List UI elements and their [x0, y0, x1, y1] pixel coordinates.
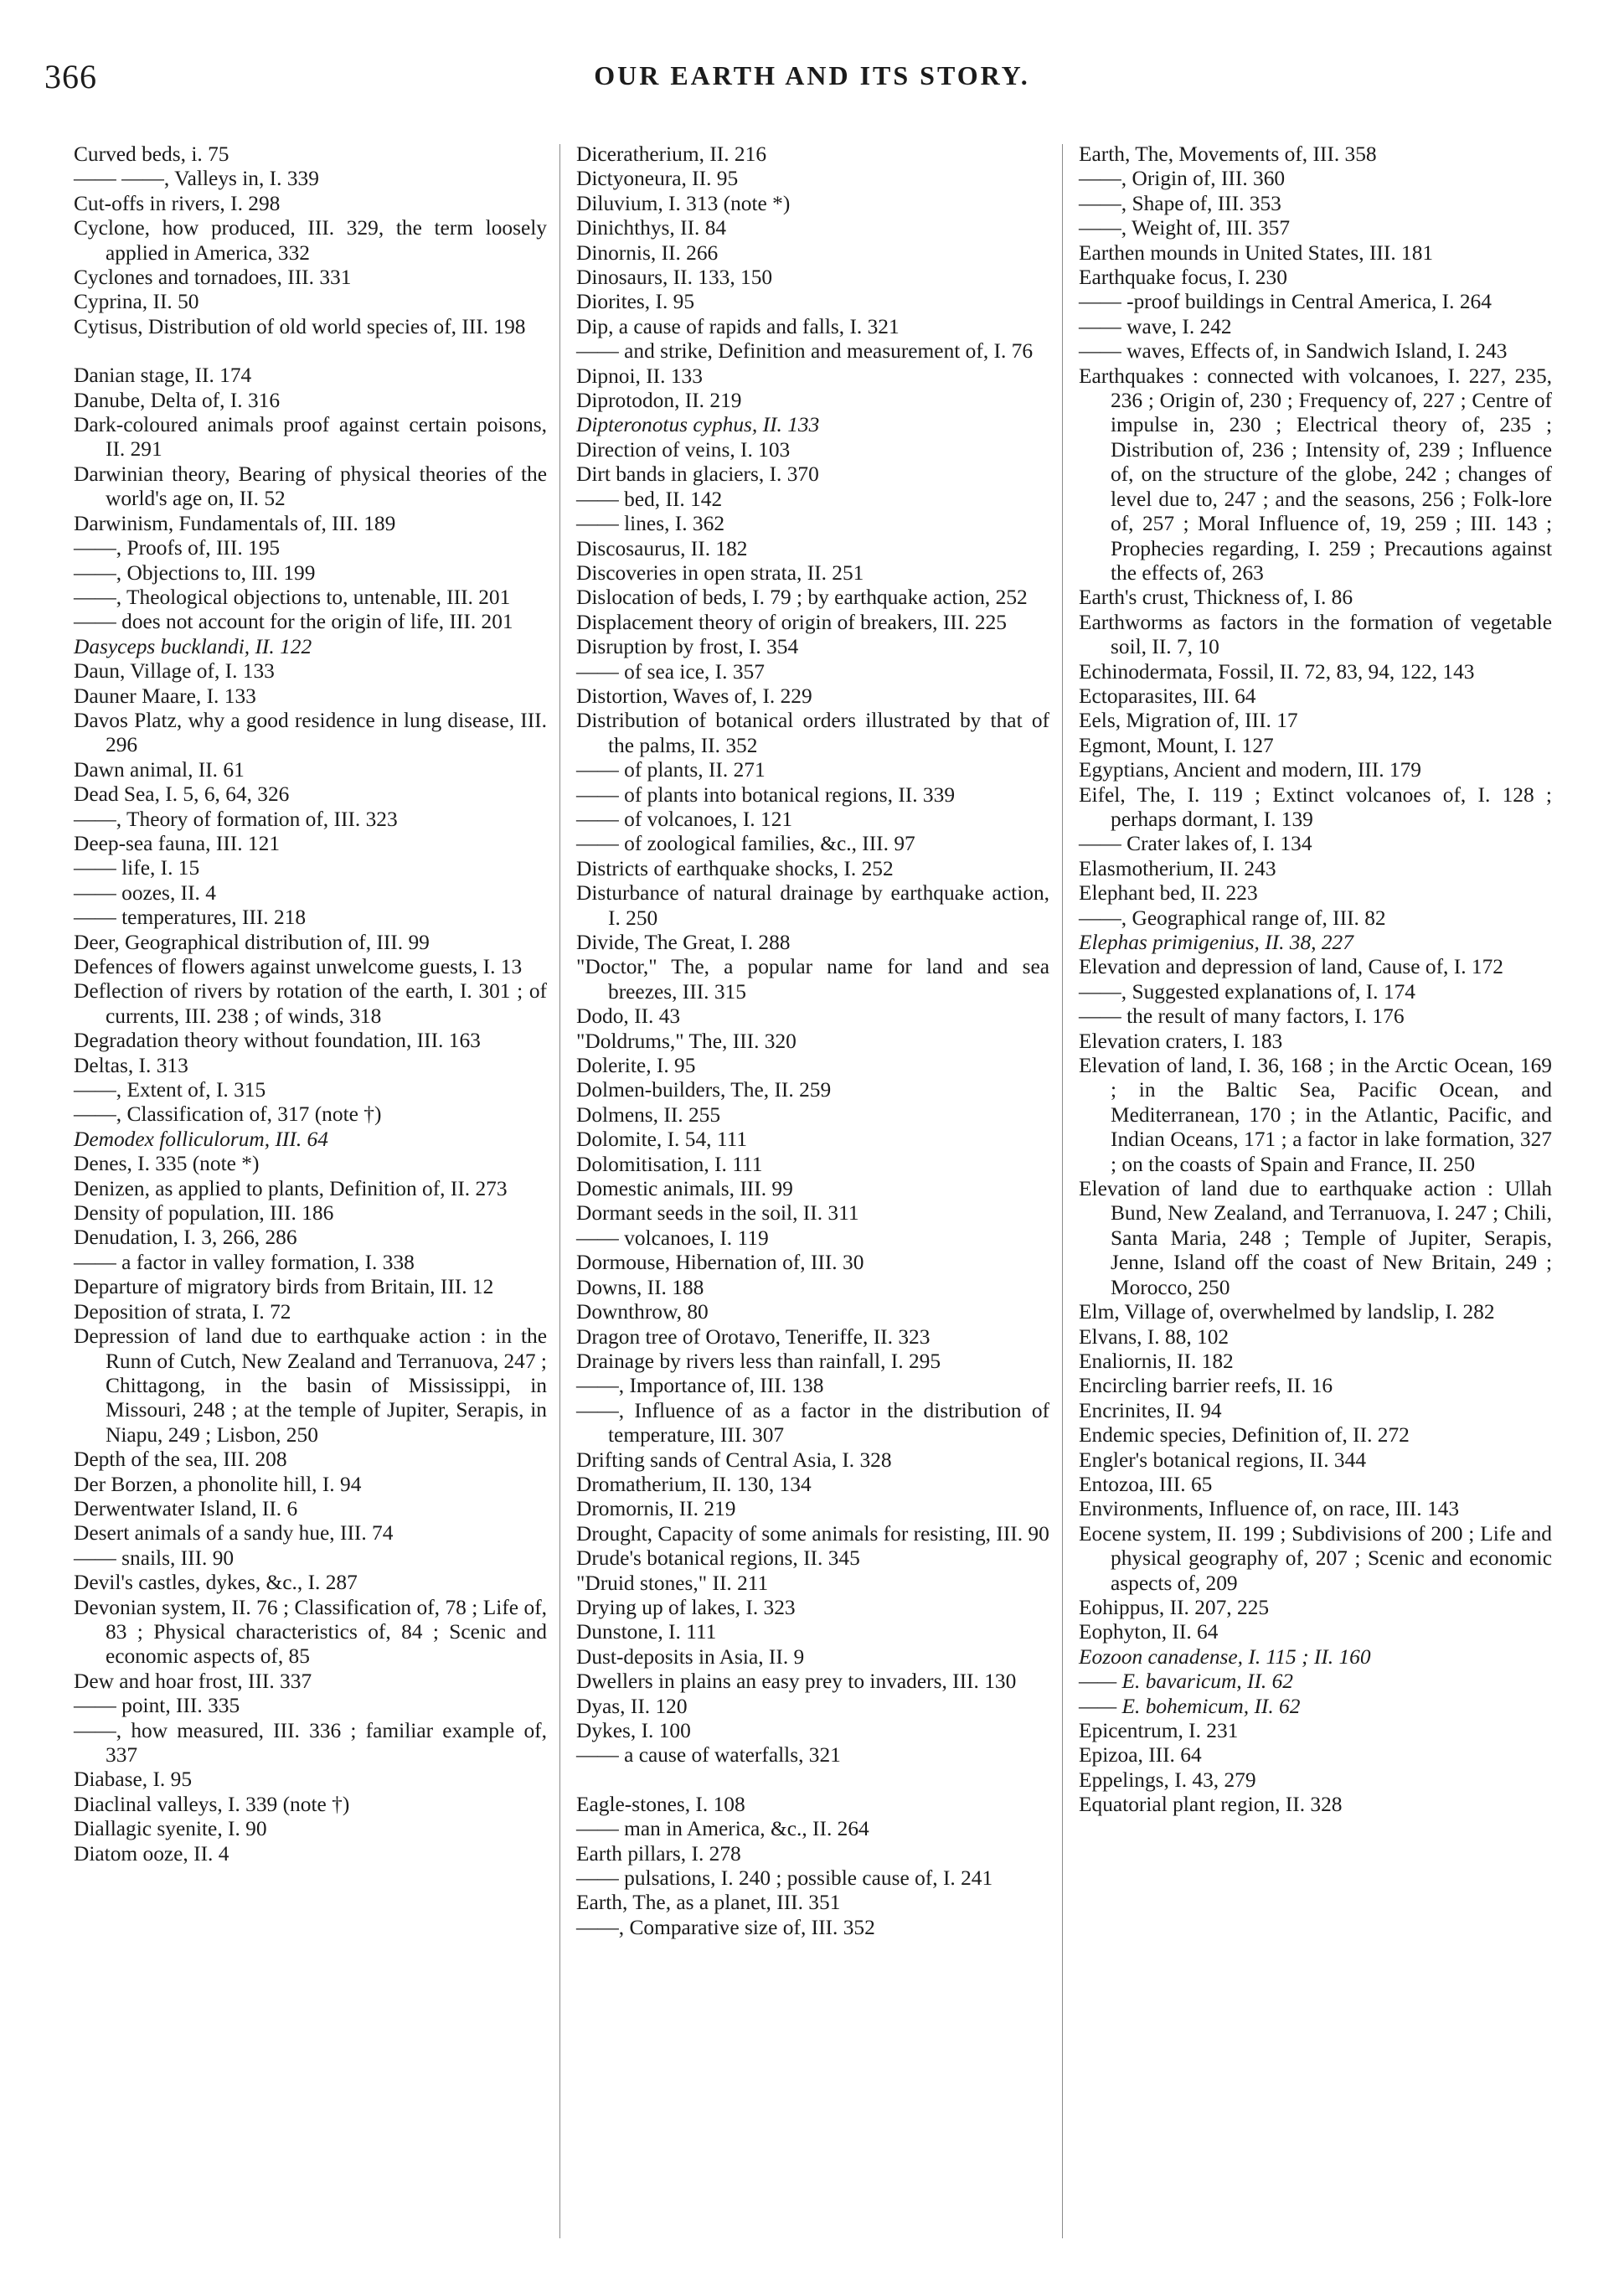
- index-entry: Earth pillars, I. 278: [576, 1841, 741, 1866]
- index-entry: Depth of the sea, III. 208: [74, 1448, 287, 1472]
- index-entry: Dip, a cause of rapids and falls, I. 321: [576, 314, 900, 338]
- index-entry: —— of plants into botanical regions, II. 339: [576, 782, 956, 807]
- index-entry: Devil's castles, dykes, &c., I. 287: [74, 1571, 358, 1595]
- index-entry: Equatorial plant region, II. 328: [1079, 1793, 1343, 1817]
- index-entry: ——, Influence of as a factor in the distribution of temperature, III. 307: [576, 1398, 1049, 1448]
- index-entry: ——, Importance of, III. 138: [576, 1374, 824, 1398]
- index-entry: Demodex folliculorum, III. 64: [74, 1127, 328, 1151]
- index-entry: Displacement theory of origin of breakers, III. 225: [576, 610, 1007, 634]
- index-entry: Deep-sea fauna, III. 121: [74, 831, 281, 855]
- index-entry: Cyclone, how produced, III. 329, the term loosely applied in America, 332: [74, 216, 547, 265]
- index-entry: Earthworms as factors in the formation of vegetable soil, II. 7, 10: [1079, 610, 1552, 659]
- index-entry: Elevation and depression of land, Cause of, I. 172: [1079, 955, 1503, 979]
- index-entry: Cyprina, II. 50: [74, 290, 199, 314]
- index-column-1: [74, 142, 547, 1866]
- index-entry: —— lines, I. 362: [576, 512, 725, 536]
- index-entry: ——, Extent of, I. 315: [74, 1078, 266, 1102]
- index-entry: Dyas, II. 120: [576, 1694, 688, 1718]
- index-entry: Eppelings, I. 43, 279: [1079, 1768, 1256, 1792]
- index-entry: —— of plants, II. 271: [576, 758, 766, 782]
- index-entry: Cytisus, Distribution of old world species of, III. 198: [74, 314, 526, 338]
- index-entry: Epizoa, III. 64: [1079, 1743, 1202, 1768]
- index-entry: —— waves, Effects of, in Sandwich Island, I. 243: [1079, 339, 1508, 364]
- index-entry: Dormouse, Hibernation of, III. 30: [576, 1251, 864, 1275]
- index-entry: —— temperatures, III. 218: [74, 906, 307, 930]
- index-entry: "Doldrums," The, III. 320: [576, 1029, 797, 1053]
- index-entry: Density of population, III. 186: [74, 1201, 334, 1226]
- index-entry: —— the result of many factors, I. 176: [1079, 1004, 1405, 1029]
- index-entry: Domestic animals, III. 99: [576, 1177, 793, 1201]
- index-entry: Diluvium, I. 313 (note *): [576, 191, 791, 215]
- index-entry: Denudation, I. 3, 266, 286: [74, 1226, 297, 1250]
- index-entry: Darwinian theory, Bearing of physical theories of the world's age on, II. 52: [74, 462, 547, 511]
- index-entry: Dolmen-builders, The, II. 259: [576, 1078, 832, 1102]
- index-entry: Drifting sands of Central Asia, I. 328: [576, 1448, 892, 1472]
- index-entry: Earthquakes : connected with volcanoes, I. 227, 235, 236 ; Origin of, 230 ; Frequency of, 227 ; Centre of impulse in, 230 ; Electrical theory of, 235 ; Distribution of, 236 ; Intensity of, 239 ; Influence of, on the structure of the globe, 242 ; changes of level due to, 247 ; and the seasons, 256 ; Folk-lore of, 257 ; Moral Influence of, 19, 259 ; III. 143 ; Prophecies regarding, I. 259 ; Precautions against the effects of, 263: [1079, 364, 1552, 585]
- index-entry: Eohippus, II. 207, 225: [1079, 1595, 1270, 1619]
- index-entry: Dolomite, I. 54, 111: [576, 1128, 748, 1152]
- index-column-3: [1079, 142, 1552, 1818]
- index-entry: Echinodermata, Fossil, II. 72, 83, 94, 122, 143: [1079, 659, 1475, 684]
- index-entry: Eifel, The, I. 119 ; Extinct volcanoes of, I. 128 ; perhaps dormant, I. 139: [1079, 782, 1552, 831]
- index-entry: Elvans, I. 88, 102: [1079, 1324, 1230, 1349]
- index-entry: Dew and hoar frost, III. 337: [74, 1669, 312, 1693]
- index-entry: ——, how measured, III. 336 ; familiar example of, 337: [74, 1718, 547, 1767]
- index-entry: Darwinism, Fundamentals of, III. 189: [74, 511, 396, 535]
- index-entry: ——, Origin of, III. 360: [1079, 167, 1286, 191]
- index-entry: Cyclones and tornadoes, III. 331: [74, 266, 352, 290]
- index-entry: Disturbance of natural drainage by earthquake action, I. 250: [576, 881, 1049, 930]
- index-entry: ——, Classification of, 317 (note †): [74, 1102, 382, 1127]
- index-entry: Dykes, I. 100: [576, 1719, 691, 1742]
- index-entry: Dolerite, I. 95: [576, 1054, 696, 1078]
- index-entry: Dolmens, II. 255: [576, 1102, 721, 1127]
- index-entry: Diceratherium, II. 216: [576, 142, 767, 166]
- index-entry: Earth's crust, Thickness of, I. 86: [1079, 586, 1353, 610]
- index-entry: Elm, Village of, overwhelmed by landslip, I. 282: [1079, 1300, 1495, 1324]
- index-entry: "Druid stones," II. 211: [576, 1571, 769, 1595]
- index-entry: Elevation of land due to earthquake action : Ullah Bund, New Zealand, and Terranuova, I. 247 ; Chili, Santa Maria, 248 ; Temple of Jupiter, Serapis, Jenne, Island off the coast of New Britain, 249 ; Morocco, 250: [1079, 1177, 1552, 1299]
- index-entry: Dinornis, II. 266: [576, 240, 719, 265]
- index-entry: —— pulsations, I. 240 ; possible cause of, I. 241: [576, 1866, 993, 1891]
- running-title: OUR EARTH AND ITS STORY.: [594, 60, 1030, 90]
- index-entry: Earth, The, as a planet, III. 351: [576, 1891, 841, 1915]
- index-entry: "Doctor," The, a popular name for land and sea breezes, III. 315: [576, 955, 1049, 1004]
- index-entry: Ectoparasites, III. 64: [1079, 684, 1256, 708]
- page-number: 366: [44, 58, 97, 95]
- index-entry: Drying up of lakes, I. 323: [576, 1595, 796, 1619]
- index-entry: Dormant seeds in the soil, II. 311: [576, 1201, 859, 1226]
- index-entry: Dipnoi, II. 133: [576, 364, 703, 388]
- index-entry: Davos Platz, why a good residence in lung disease, III. 296: [74, 708, 547, 757]
- index-entry: —— snails, III. 90: [74, 1546, 235, 1570]
- index-entry: ——, Proofs of, III. 195: [74, 536, 281, 560]
- index-entry: Defences of flowers against unwelcome guests, I. 13: [74, 955, 523, 978]
- index-entry: Diabase, I. 95: [74, 1768, 193, 1792]
- index-entry: Dinichthys, II. 84: [576, 216, 727, 240]
- index-columns: [74, 142, 1565, 2245]
- index-entry: Daun, Village of, I. 133: [74, 659, 275, 684]
- index-entry: Dinosaurs, II. 133, 150: [576, 266, 773, 290]
- index-entry: Diallagic syenite, I. 90: [74, 1817, 267, 1841]
- index-entry: Divide, The Great, I. 288: [576, 931, 791, 954]
- index-entry: Encircling barrier reefs, II. 16: [1079, 1374, 1333, 1398]
- index-entry: Districts of earthquake shocks, I. 252: [576, 856, 894, 880]
- index-entry: Departure of migratory birds from Britain, III. 12: [74, 1275, 494, 1299]
- index-entry: —— a cause of waterfalls, 321: [576, 1743, 841, 1768]
- index-entry: Discoveries in open strata, II. 251: [576, 560, 864, 585]
- index-entry: Environments, Influence of, on race, III. 143: [1079, 1497, 1460, 1521]
- index-entry: Endemic species, Definition of, II. 272: [1079, 1423, 1410, 1448]
- index-entry: Deer, Geographical distribution of, III. 99: [74, 930, 430, 954]
- index-entry: Disruption by frost, I. 354: [576, 635, 799, 659]
- index-entry: Denizen, as applied to plants, Definition of, II. 273: [74, 1176, 508, 1200]
- index-entry: —— and strike, Definition and measurement of, I. 76: [576, 339, 1034, 364]
- index-entry: Desert animals of a sandy hue, III. 74: [74, 1521, 394, 1546]
- index-entry: —— a factor in valley formation, I. 338: [74, 1250, 415, 1274]
- index-entry: Diatom ooze, II. 4: [74, 1841, 229, 1866]
- index-entry: Danube, Delta of, I. 316: [74, 388, 281, 412]
- index-entry: Eophyton, II. 64: [1079, 1620, 1219, 1644]
- index-entry: —— man in America, &c., II. 264: [576, 1817, 869, 1841]
- index-entry: Downthrow, 80: [576, 1300, 709, 1324]
- index-entry: Dragon tree of Orotavo, Teneriffe, II. 323: [576, 1324, 931, 1349]
- index-entry: —— -proof buildings in Central America, I. 264: [1079, 290, 1492, 314]
- index-entry: Dasyceps bucklandi, II. 122: [74, 634, 312, 658]
- page-header: [0, 57, 1624, 107]
- index-entry: Entozoa, III. 65: [1079, 1472, 1213, 1496]
- index-entry: Drainage by rivers less than rainfall, I. 295: [576, 1349, 941, 1373]
- index-entry: Degradation theory without foundation, III. 163: [74, 1029, 481, 1053]
- index-entry: Dirt bands in glaciers, I. 370: [576, 462, 819, 487]
- index-entry: Drought, Capacity of some animals for resisting, III. 90: [576, 1521, 1049, 1546]
- index-entry: Dunstone, I. 111: [576, 1620, 717, 1644]
- index-entry: —— of sea ice, I. 357: [576, 659, 765, 684]
- index-entry: Cut-offs in rivers, I. 298: [74, 191, 281, 215]
- index-entry: —— of zoological families, &c., III. 97: [576, 832, 915, 856]
- index-entry: Eozoon canadense, I. 115 ; II. 160: [1079, 1644, 1371, 1669]
- index-entry: Elephas primigenius, II. 38, 227: [1079, 931, 1353, 954]
- index-entry: ——, Theological objections to, untenable, III. 201: [74, 585, 511, 609]
- index-entry: —— wave, I. 242: [1079, 314, 1232, 338]
- index-entry: Depression of land due to earthquake action : in the Runn of Cutch, New Zealand and Terranuova, 247 ; Chittagong, in the basin of Mississippi, in Missouri, 248 ; at the temple of Jupiter, Serapis, in Niapu, 249 ; Lisbon, 250: [74, 1324, 547, 1447]
- index-entry: ——, Shape of, III. 353: [1079, 191, 1281, 215]
- index-entry: Diprotodon, II. 219: [576, 389, 742, 413]
- index-entry: —— life, I. 15: [74, 856, 200, 880]
- index-column-2: [576, 142, 1049, 1940]
- index-entry: Deflection of rivers by rotation of the earth, I. 301 ; of currents, III. 238 ; of winds, 318: [74, 979, 547, 1028]
- index-entry: Distortion, Waves of, I. 229: [576, 684, 812, 708]
- index-entry: Dromornis, II. 219: [576, 1497, 736, 1521]
- index-entry: Der Borzen, a phonolite hill, I. 94: [74, 1472, 362, 1496]
- index-entry: Dromatherium, II. 130, 134: [576, 1472, 812, 1496]
- index-entry: Diorites, I. 95: [576, 290, 695, 314]
- index-entry: Egmont, Mount, I. 127: [1079, 733, 1274, 757]
- index-entry: Downs, II. 188: [576, 1275, 704, 1299]
- index-entry: ——, Geographical range of, III. 82: [1079, 906, 1386, 930]
- index-entry: Egyptians, Ancient and modern, III. 179: [1079, 758, 1421, 782]
- index-entry: —— ——, Valleys in, I. 339: [74, 167, 319, 191]
- index-entry: Epicentrum, I. 231: [1079, 1719, 1239, 1742]
- index-entry: ——, Comparative size of, III. 352: [576, 1915, 875, 1939]
- index-entry: Elasmotherium, II. 243: [1079, 856, 1276, 880]
- index-entry: Devonian system, II. 76 ; Classification of, 78 ; Life of, 83 ; Physical characteristics of, 84 ; Scenic and economic aspects of, 85: [74, 1595, 547, 1669]
- index-entry: Earth, The, Movements of, III. 358: [1079, 142, 1377, 166]
- index-entry: Discosaurus, II. 182: [576, 536, 748, 560]
- index-entry: Eels, Migration of, III. 17: [1079, 709, 1298, 733]
- index-entry: Direction of veins, I. 103: [576, 437, 791, 462]
- index-entry: Curved beds, i. 75: [74, 142, 229, 166]
- index-entry: —— point, III. 335: [74, 1694, 240, 1718]
- index-entry: Drude's botanical regions, II. 345: [576, 1546, 860, 1571]
- index-entry: Derwentwater Island, II. 6: [74, 1496, 298, 1520]
- index-entry: ——, Weight of, III. 357: [1079, 216, 1291, 240]
- index-entry: Deltas, I. 313: [74, 1053, 188, 1077]
- index-entry: Enaliornis, II. 182: [1079, 1349, 1234, 1373]
- index-entry: Dodo, II. 43: [576, 1004, 681, 1029]
- index-entry: —— E. bohemicum, II. 62: [1079, 1694, 1301, 1718]
- index-entry: Dark-coloured animals proof against certain poisons, II. 291: [74, 413, 547, 462]
- index-entry: Engler's botanical regions, II. 344: [1079, 1448, 1367, 1472]
- index-entry: Elephant bed, II. 223: [1079, 881, 1258, 906]
- index-entry: Dolomitisation, I. 111: [576, 1152, 763, 1176]
- index-entry: Dawn animal, II. 61: [74, 757, 245, 782]
- index-entry: Denes, I. 335 (note *): [74, 1152, 260, 1176]
- index-entry: Eagle-stones, I. 108: [576, 1792, 745, 1816]
- index-entry: —— does not account for the origin of life, III. 201: [74, 610, 513, 634]
- index-entry: Diaclinal valleys, I. 339 (note †): [74, 1792, 350, 1816]
- index-entry: —— of volcanoes, I. 121: [576, 807, 793, 831]
- index-entry: Deposition of strata, I. 72: [74, 1299, 291, 1324]
- index-entry: Dictyoneura, II. 95: [576, 167, 739, 191]
- index-entry: Encrinites, II. 94: [1079, 1398, 1222, 1422]
- index-entry: —— E. bavaricum, II. 62: [1079, 1670, 1293, 1694]
- index-entry: Dwellers in plains an easy prey to invaders, III. 130: [576, 1670, 1017, 1694]
- index-entry: Dead Sea, I. 5, 6, 64, 326: [74, 782, 290, 807]
- index-entry: Elevation craters, I. 183: [1079, 1029, 1283, 1053]
- index-entry: Earthquake focus, I. 230: [1079, 266, 1287, 290]
- index-entry: Elevation of land, I. 36, 168 ; in the Arctic Ocean, 169 ; in the Baltic Sea, Pacific Ocean, and Mediterranean, 170 ; in the Atlantic, Pacific, and Indian Oceans, 171 ; a factor in lake formation, 327 ; on the coasts of Spain and France, II. 250: [1079, 1054, 1552, 1176]
- index-entry: —— bed, II. 142: [576, 487, 723, 511]
- index-entry: Earthen mounds in United States, III. 181: [1079, 240, 1434, 265]
- index-entry: ——, Theory of formation of, III. 323: [74, 807, 398, 831]
- index-entry: —— oozes, II. 4: [74, 880, 216, 905]
- index-entry: —— volcanoes, I. 119: [576, 1226, 769, 1250]
- index-entry: Dislocation of beds, I. 79 ; by earthquake action, 252: [576, 586, 1028, 610]
- index-entry: Dust-deposits in Asia, II. 9: [576, 1644, 805, 1669]
- index-entry: ——, Suggested explanations of, I. 174: [1079, 979, 1415, 1004]
- index-entry: Dipteronotus cyphus, II. 133: [576, 413, 820, 437]
- index-entry: Distribution of botanical orders illustrated by that of the palms, II. 352: [576, 709, 1049, 757]
- index-entry: ——, Objections to, III. 199: [74, 560, 316, 585]
- index-entry: Eocene system, II. 199 ; Subdivisions of 200 ; Life and physical geography of, 207 ; Scenic and economic aspects of, 209: [1079, 1521, 1552, 1595]
- index-entry: —— Crater lakes of, I. 134: [1079, 832, 1312, 856]
- index-entry: Dauner Maare, I. 133: [74, 684, 256, 708]
- index-entry: Danian stage, II. 174: [74, 364, 252, 388]
